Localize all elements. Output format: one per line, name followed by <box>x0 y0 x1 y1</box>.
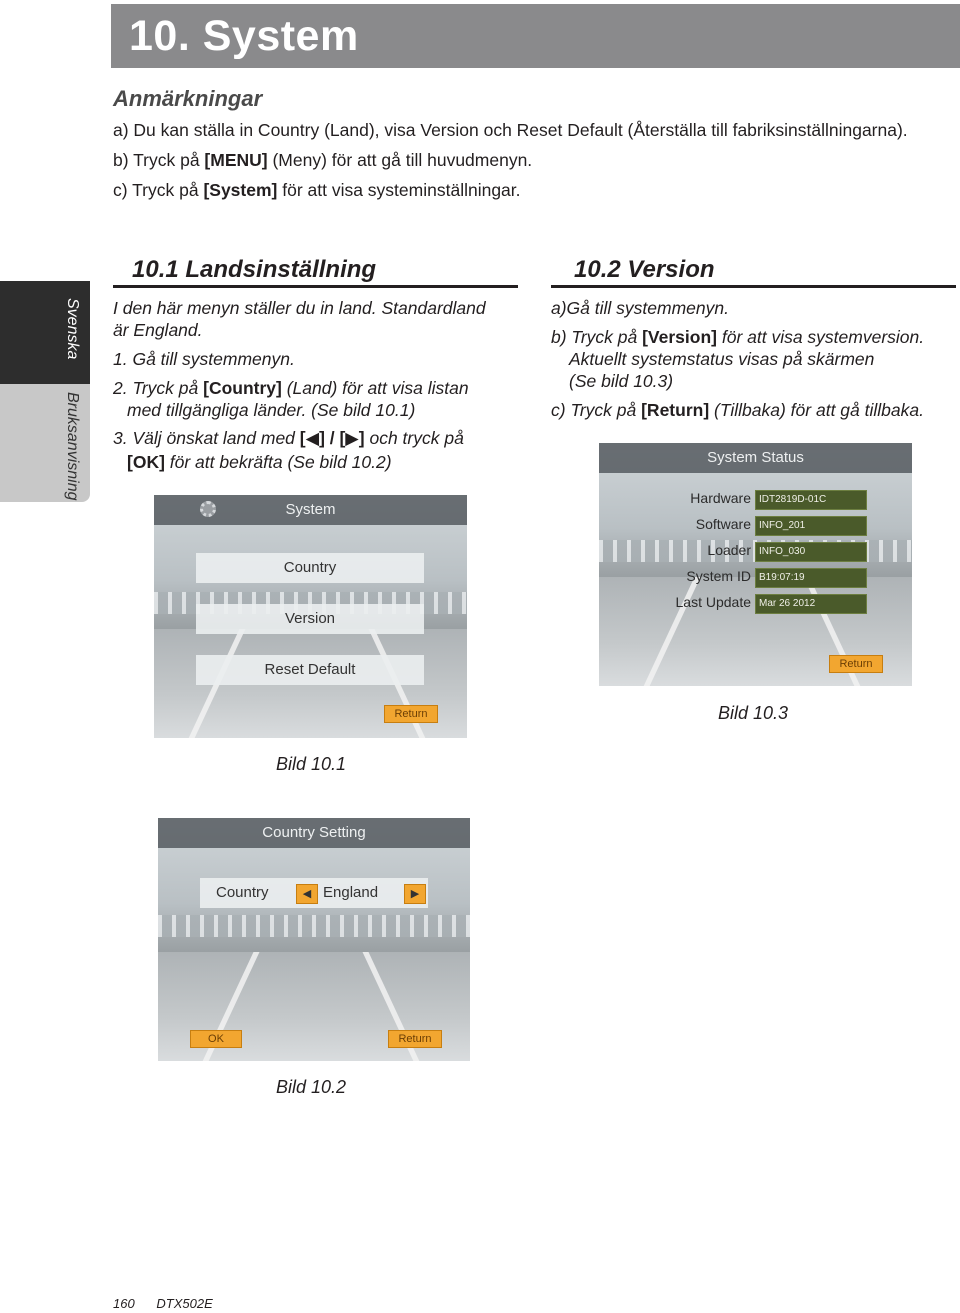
figure-system-menu <box>154 495 467 738</box>
model-name: DTX502E <box>156 1296 213 1311</box>
section-rule <box>551 285 956 288</box>
figure-caption-1: Bild 10.1 <box>276 754 347 774</box>
section1-step3: 3. Välj önskat land med [◀] / [▶] och tryck på <box>113 428 464 448</box>
system-menu-title: System <box>154 495 467 525</box>
section2-line-b-cont2: (Se bild 10.3) <box>569 371 674 391</box>
status-label-system-id: System ID <box>686 568 751 584</box>
menu-item-reset-default[interactable]: Reset Default <box>196 655 424 685</box>
section1-step1: 1. Gå till systemmenyn. <box>113 349 295 369</box>
country-value: England <box>323 884 379 901</box>
status-label-hardware: Hardware <box>690 490 751 506</box>
section1-intro-line1: I den här menyn ställer du in land. Standardland <box>113 298 486 318</box>
country-label: Country <box>216 884 269 901</box>
gear-icon <box>200 501 216 517</box>
status-value-software: INFO_201 <box>755 516 867 536</box>
status-label-last-update: Last Update <box>675 594 751 610</box>
system-status-title: System Status <box>599 443 912 473</box>
return-button[interactable]: Return <box>384 705 438 723</box>
status-value-last-update: Mar 26 2012 <box>755 594 867 614</box>
status-value-system-id: B19:07:19 <box>755 568 867 588</box>
note-b: b) Tryck på [MENU] (Meny) för att gå till huvudmenyn. <box>113 150 533 170</box>
section2-line-c: c) Tryck på [Return] (Tillbaka) för att gå tillbaka. <box>551 400 924 420</box>
section-heading-version: 10.2 Version <box>574 256 715 283</box>
page-number: 160 <box>113 1296 135 1311</box>
ok-button[interactable]: OK <box>190 1030 242 1048</box>
status-value-hardware: IDT2819D-01C <box>755 490 867 510</box>
menu-item-version[interactable]: Version <box>196 604 424 634</box>
page-footer <box>113 1296 213 1311</box>
note-a: a) Du kan ställa in Country (Land), visa Version och Reset Default (Återställa till fabriksinställningarna). <box>113 120 908 140</box>
section-rule <box>113 285 518 288</box>
status-label-loader: Loader <box>707 542 751 558</box>
chapter-title: 10. System <box>129 12 359 60</box>
return-button[interactable]: Return <box>388 1030 442 1048</box>
figure-country-setting <box>158 818 470 1061</box>
section-heading-country: 10.1 Landsinställning <box>132 256 377 283</box>
note-c: c) Tryck på [System] för att visa systeminställningar. <box>113 180 521 200</box>
section2-line-b-cont1: Aktuellt systemstatus visas på skärmen <box>569 349 875 369</box>
notes-heading: Anmärkningar <box>113 86 263 111</box>
section1-step2-cont: med tillgängliga länder. (Se bild 10.1) <box>127 400 416 420</box>
figure-system-status <box>599 443 912 686</box>
right-arrow-icon[interactable]: ▶ <box>404 884 426 904</box>
section1-step2: 2. Tryck på [Country] (Land) för att visa listan <box>113 378 469 398</box>
section2-line-b: b) Tryck på [Version] för att visa systemversion. <box>551 327 925 347</box>
menu-item-country[interactable]: Country <box>196 553 424 583</box>
figure-caption-3: Bild 10.3 <box>718 703 789 723</box>
chapter-title-bar <box>111 4 960 68</box>
country-setting-title: Country Setting <box>158 818 470 848</box>
status-label-software: Software <box>695 516 751 532</box>
side-tab-manual: Bruksanvisning <box>64 392 81 501</box>
side-tab-language: Svenska <box>64 298 81 360</box>
left-arrow-icon[interactable]: ◀ <box>296 884 318 904</box>
section1-step3-cont: [OK] för att bekräfta (Se bild 10.2) <box>127 452 392 472</box>
section2-line-a: a)Gå till systemmenyn. <box>551 298 729 318</box>
return-button[interactable]: Return <box>829 655 883 673</box>
section1-intro-line2: är England. <box>113 320 203 340</box>
status-value-loader: INFO_030 <box>755 542 867 562</box>
figure-caption-2: Bild 10.2 <box>276 1077 347 1097</box>
